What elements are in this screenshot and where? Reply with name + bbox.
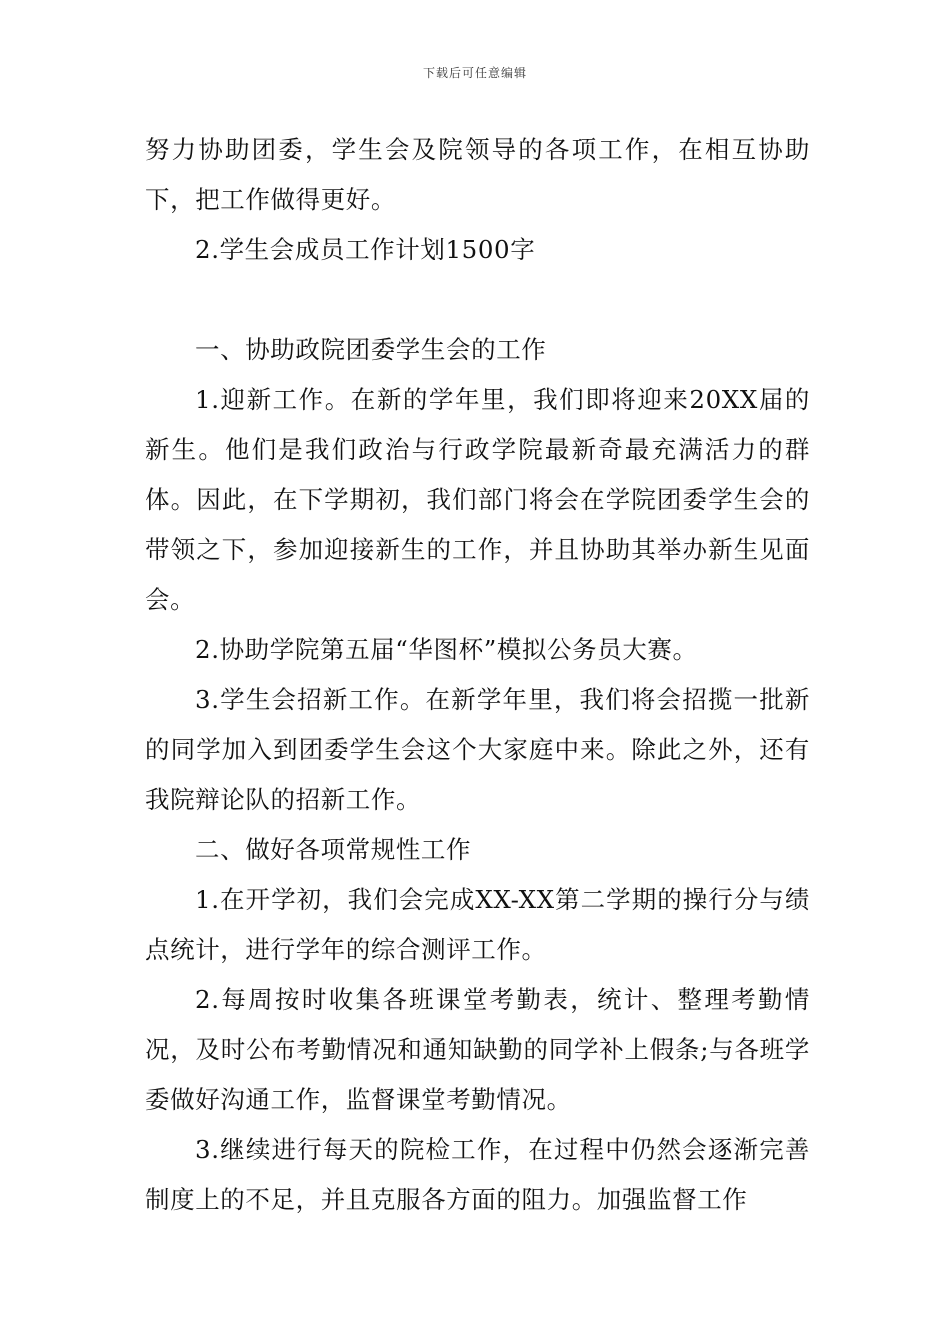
heading-assist-work: 一、协助政院团委学生会的工作 — [195, 335, 547, 364]
document-body — [145, 125, 810, 1225]
paragraph-recruitment: 3.学生会招新工作。在新学年里，我们将会招揽一批新的同学加入到团委学生会这个大家庭中来。除此之外，还有我院辩论队的招新工作。 — [145, 685, 810, 814]
paragraph-civil-servant-contest: 2.协助学院第五届“华图杯”模拟公务员大赛。 — [195, 635, 698, 664]
blank-line — [145, 275, 810, 325]
paragraph-welcome-freshmen: 1.迎新工作。在新的学年里，我们即将迎来20XX届的新生。他们是我们政治与行政学院最新奇最充满活力的群体。因此，在下学期初，我们部门将会在学院团委学生会的带领之下，参加迎接新生的工作，并且协助其举办新生见面会。 — [145, 385, 810, 614]
page-header: 下载后可任意编辑 — [422, 66, 527, 80]
paragraph-evaluation: 1.在开学初，我们会完成XX-XX第二学期的操行分与绩点统计，进行学年的综合测评工作。 — [145, 885, 810, 964]
paragraph-attendance: 2.每周按时收集各班课堂考勤表，统计、整理考勤情况，及时公布考勤情况和通知缺勤的同学补上假条;与各班学委做好沟通工作，监督课堂考勤情况。 — [145, 985, 810, 1114]
heading-routine-work: 二、做好各项常规性工作 — [195, 835, 472, 864]
section-title-plan: 2.学生会成员工作计划1500字 — [195, 235, 536, 264]
paragraph-inspection: 3.继续进行每天的院检工作，在过程中仍然会逐渐完善制度上的不足，并且克服各方面的阻力。加强监督工作 — [145, 1135, 810, 1214]
paragraph-continuation: 努力协助团委，学生会及院领导的各项工作，在相互协助下，把工作做得更好。 — [145, 135, 810, 214]
